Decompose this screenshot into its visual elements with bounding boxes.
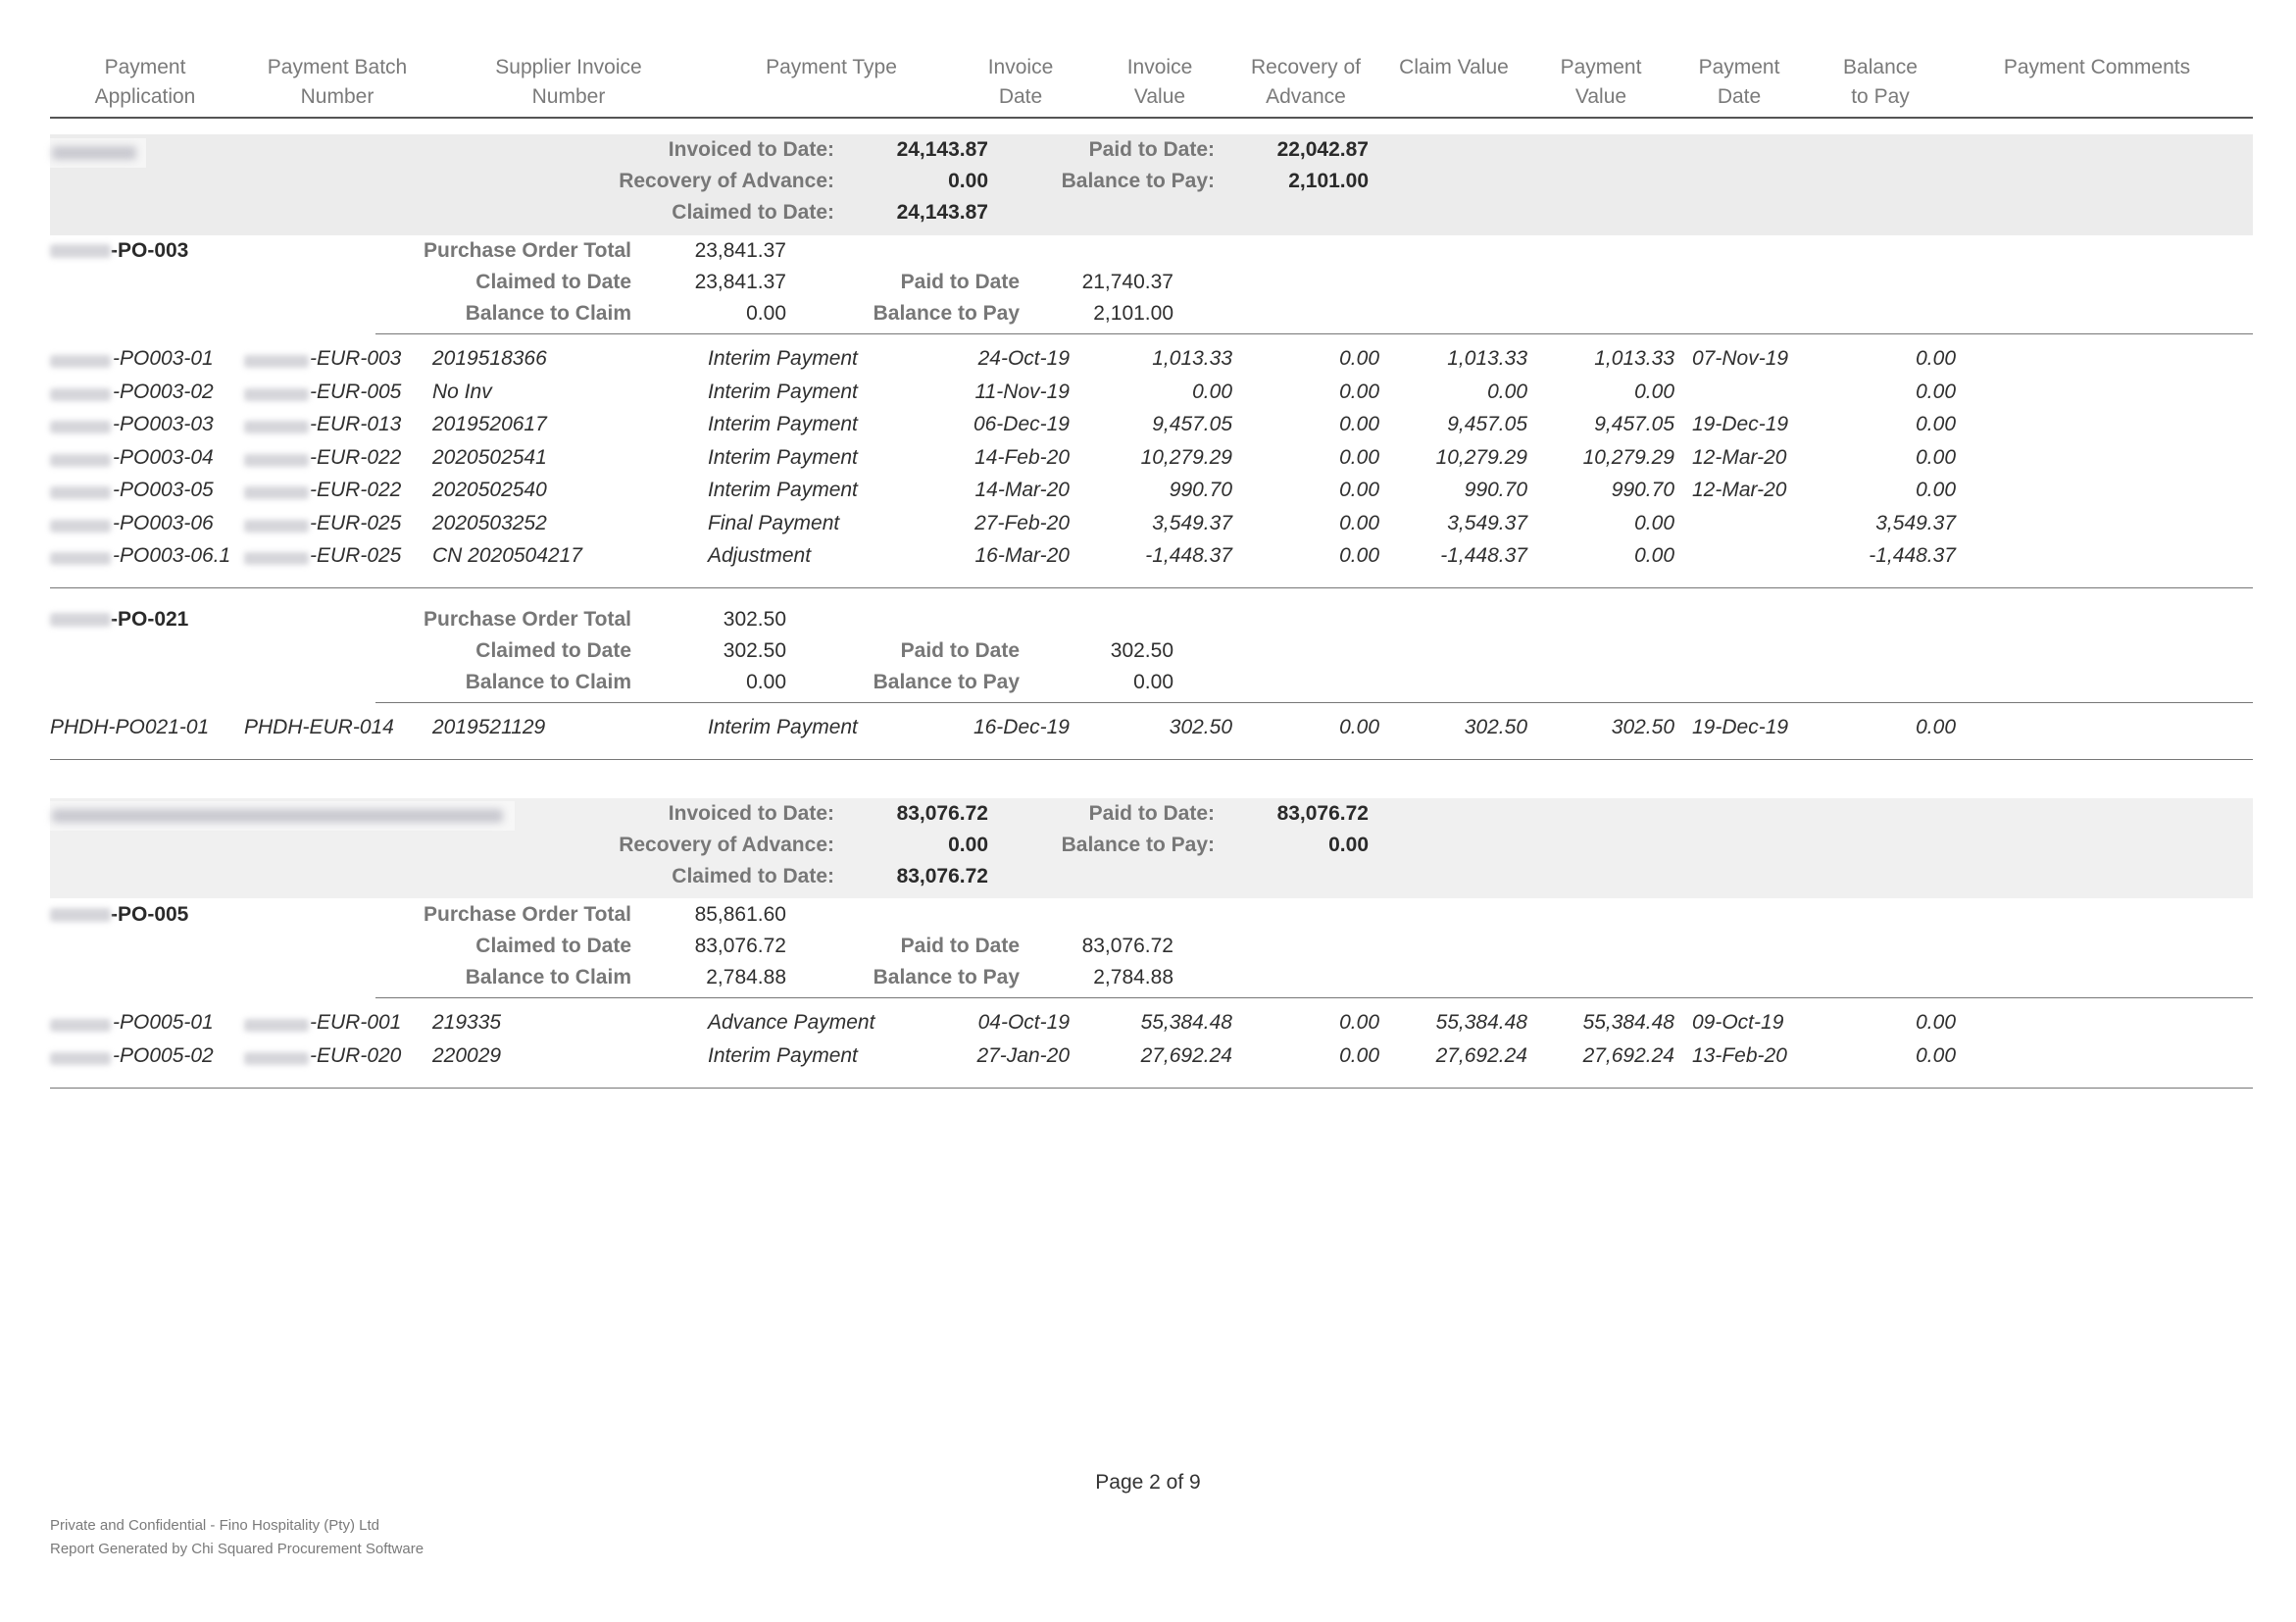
- cell-pval: 0.00: [1634, 511, 1674, 534]
- purchase-order-total-value: 85,861.60: [694, 903, 786, 926]
- purchase-order-total-label: Purchase Order Total: [423, 608, 631, 631]
- redacted-prefix: [244, 552, 309, 565]
- cell-claim: 302.50: [1464, 716, 1527, 738]
- cell-rec: 0.00: [1339, 1011, 1379, 1034]
- cell-batch: -EUR-022: [310, 479, 402, 501]
- po-prefix-redacted: [50, 613, 111, 627]
- cell-pval: 55,384.48: [1582, 1011, 1674, 1034]
- redacted-prefix: [244, 388, 309, 401]
- cell-ival: -1,448.37: [1145, 544, 1232, 567]
- cell-ival: 9,457.05: [1152, 413, 1232, 435]
- cell-app: -PO003-06: [113, 511, 214, 534]
- cell-claim: 3,549.37: [1447, 511, 1527, 534]
- claimed-to-date-label: Claimed to Date:: [672, 201, 834, 224]
- cell-app: -PO003-02: [113, 380, 214, 403]
- redacted-prefix: [244, 520, 309, 532]
- po-number: -PO-003: [50, 239, 188, 263]
- cell-inv: 2019521129: [432, 716, 546, 738]
- cell-idate: 14-Feb-20: [974, 445, 1070, 469]
- invoiced-to-date-value: 83,076.72: [896, 802, 988, 825]
- cell-bal: 0.00: [1916, 347, 1956, 370]
- cell-batch: -EUR-005: [310, 380, 402, 403]
- cell-idate: 24-Oct-19: [977, 347, 1070, 370]
- recovery-of-advance-label: Recovery of Advance:: [619, 834, 834, 856]
- redacted-prefix: [50, 1019, 111, 1032]
- cell-inv: CN 2020504217: [432, 544, 582, 567]
- cell-pdate: 19-Dec-19: [1692, 716, 1789, 738]
- po-paid-to-date-value: 21,740.37: [1081, 271, 1173, 293]
- cell-claim: 990.70: [1464, 479, 1527, 501]
- cell-batch: -EUR-025: [310, 511, 402, 534]
- cell-inv: 2019518366: [432, 347, 547, 370]
- column-header: Payment Batch Number: [267, 56, 408, 108]
- cell-app: -PO005-01: [113, 1011, 214, 1034]
- cell-app: PHDH-PO021-01: [50, 716, 210, 738]
- cell-type: Interim Payment: [708, 347, 858, 370]
- claimed-to-date-label: Claimed to Date:: [672, 865, 834, 887]
- cell-rec: 0.00: [1339, 413, 1379, 435]
- column-header: Payment Application: [94, 56, 196, 108]
- redacted-prefix: [50, 520, 111, 532]
- cell-batch: -EUR-022: [310, 445, 402, 469]
- recovery-of-advance-value: 0.00: [948, 834, 988, 856]
- po-claimed-to-date-label: Claimed to Date: [475, 935, 631, 957]
- cell-type: Interim Payment: [708, 380, 858, 403]
- po-divider: [375, 702, 2253, 703]
- cell-bal: 0.00: [1916, 1011, 1956, 1034]
- column-header: Payment Comments: [2003, 56, 2191, 78]
- cell-type: Interim Payment: [708, 479, 858, 501]
- invoiced-to-date-label: Invoiced to Date:: [668, 138, 834, 161]
- po-balance-to-claim-value: 2,784.88: [706, 966, 786, 988]
- cell-inv: 2019520617: [432, 413, 547, 435]
- cell-idate: 16-Dec-19: [973, 716, 1070, 738]
- redacted-prefix: [50, 486, 111, 499]
- cell-type: Interim Payment: [708, 413, 858, 435]
- cell-idate: 27-Jan-20: [976, 1043, 1070, 1067]
- cell-app: -PO003-01: [113, 347, 214, 370]
- redacted-prefix: [244, 454, 309, 467]
- cell-ival: 10,279.29: [1140, 445, 1232, 469]
- cell-batch: -EUR-025: [310, 544, 402, 567]
- cell-app: -PO003-06.1: [113, 544, 231, 567]
- po-paid-to-date-value: 83,076.72: [1081, 935, 1173, 957]
- po-balance-to-pay-value: 2,101.00: [1093, 302, 1173, 325]
- po-claimed-to-date-value: 23,841.37: [694, 271, 786, 293]
- redacted-prefix: [50, 388, 111, 401]
- cell-inv: 2020502540: [432, 479, 547, 501]
- column-header: Payment Type: [766, 56, 897, 78]
- cell-inv: 219335: [432, 1011, 502, 1034]
- column-header: Supplier Invoice Number: [495, 56, 642, 108]
- cell-pval: 0.00: [1634, 544, 1674, 567]
- purchase-order-total-value: 23,841.37: [694, 239, 786, 262]
- cell-claim: 55,384.48: [1435, 1011, 1527, 1034]
- po-balance-to-pay-value: 2,784.88: [1093, 966, 1173, 988]
- supplier-name-redacted: [50, 138, 146, 168]
- cell-bal: 0.00: [1916, 1043, 1956, 1067]
- cell-idate: 14-Mar-20: [974, 479, 1070, 501]
- po-paid-to-date-label: Paid to Date: [900, 639, 1020, 662]
- cell-idate: 27-Feb-20: [974, 511, 1070, 534]
- cell-bal: 0.00: [1916, 479, 1956, 501]
- cell-claim: 27,692.24: [1435, 1043, 1527, 1067]
- purchase-order-total-value: 302.50: [723, 608, 786, 631]
- cell-bal: 0.00: [1916, 716, 1956, 738]
- cell-pval: 27,692.24: [1582, 1043, 1674, 1067]
- recovery-of-advance-label: Recovery of Advance:: [619, 170, 834, 192]
- po-number: -PO-021: [50, 608, 188, 632]
- cell-rec: 0.00: [1339, 445, 1379, 469]
- cell-pval: 10,279.29: [1582, 445, 1674, 469]
- po-prefix-redacted: [50, 908, 111, 922]
- column-header: Claim Value: [1399, 56, 1509, 78]
- cell-pval: 990.70: [1611, 479, 1674, 501]
- po-balance-to-claim-label: Balance to Claim: [465, 671, 631, 693]
- redacted-prefix: [50, 552, 111, 565]
- cell-batch: -EUR-001: [310, 1011, 402, 1034]
- cell-bal: 0.00: [1916, 445, 1956, 469]
- invoiced-to-date-value: 24,143.87: [896, 138, 988, 161]
- po-balance-to-claim-label: Balance to Claim: [465, 966, 631, 988]
- cell-ival: 55,384.48: [1140, 1011, 1232, 1034]
- cell-claim: 1,013.33: [1447, 347, 1527, 370]
- cell-claim: -1,448.37: [1440, 544, 1527, 567]
- cell-rec: 0.00: [1339, 544, 1379, 567]
- po-balance-to-pay-label: Balance to Pay: [873, 966, 1020, 988]
- column-header: Invoice Value: [1126, 56, 1193, 108]
- cell-type: Interim Payment: [708, 445, 858, 469]
- claimed-to-date-value: 24,143.87: [896, 201, 988, 224]
- cell-ival: 0.00: [1192, 380, 1232, 403]
- cell-inv: 2020503252: [432, 511, 547, 534]
- cell-idate: 06-Dec-19: [973, 413, 1070, 435]
- cell-type: Adjustment: [708, 544, 812, 567]
- redacted-prefix: [244, 421, 309, 433]
- cell-batch: PHDH-EUR-014: [244, 716, 394, 738]
- balance-to-pay-value: 0.00: [1328, 834, 1369, 856]
- page-number: Page 2 of 9: [1095, 1471, 1201, 1494]
- po-balance-to-pay-label: Balance to Pay: [873, 302, 1020, 325]
- cell-ival: 990.70: [1169, 479, 1232, 501]
- cell-pdate: 12-Mar-20: [1692, 445, 1787, 469]
- balance-to-pay-label: Balance to Pay:: [1061, 834, 1215, 856]
- section-divider: [50, 759, 2253, 760]
- claimed-to-date-value: 83,076.72: [896, 865, 988, 887]
- redacted-prefix: [244, 486, 309, 499]
- cell-idate: 16-Mar-20: [974, 544, 1070, 567]
- po-balance-to-claim-value: 0.00: [746, 302, 786, 325]
- cell-batch: -EUR-003: [310, 347, 402, 370]
- cell-pdate: 12-Mar-20: [1692, 479, 1787, 501]
- cell-batch: -EUR-013: [310, 413, 402, 435]
- footer-confidential: Private and Confidential - Fino Hospitality (Pty) Ltd: [50, 1517, 379, 1534]
- purchase-order-total-label: Purchase Order Total: [423, 239, 631, 262]
- cell-rec: 0.00: [1339, 380, 1379, 403]
- cell-ival: 1,013.33: [1152, 347, 1232, 370]
- cell-rec: 0.00: [1339, 511, 1379, 534]
- balance-to-pay-label: Balance to Pay:: [1061, 170, 1215, 192]
- cell-bal: 0.00: [1916, 413, 1956, 435]
- cell-pval: 0.00: [1634, 380, 1674, 403]
- po-number: -PO-005: [50, 903, 188, 927]
- section-divider: [50, 587, 2253, 588]
- po-divider: [375, 997, 2253, 998]
- redacted-prefix: [244, 355, 309, 368]
- cell-bal: 0.00: [1916, 380, 1956, 403]
- cell-pval: 9,457.05: [1594, 413, 1674, 435]
- redacted-prefix: [50, 421, 111, 433]
- invoiced-to-date-label: Invoiced to Date:: [668, 802, 834, 825]
- cell-batch: -EUR-020: [310, 1043, 402, 1067]
- paid-to-date-value: 83,076.72: [1276, 802, 1369, 825]
- cell-app: -PO005-02: [113, 1043, 214, 1067]
- po-paid-to-date-label: Paid to Date: [900, 271, 1020, 293]
- cell-rec: 0.00: [1339, 347, 1379, 370]
- paid-to-date-label: Paid to Date:: [1088, 802, 1215, 825]
- po-paid-to-date-value: 302.50: [1110, 639, 1173, 662]
- cell-rec: 0.00: [1339, 1043, 1379, 1067]
- cell-inv: 220029: [432, 1043, 502, 1067]
- cell-claim: 9,457.05: [1447, 413, 1527, 435]
- cell-bal: 3,549.37: [1875, 511, 1956, 534]
- cell-idate: 04-Oct-19: [977, 1011, 1070, 1034]
- cell-type: Advance Payment: [708, 1011, 875, 1034]
- redacted-prefix: [244, 1019, 309, 1032]
- cell-bal: -1,448.37: [1869, 544, 1956, 567]
- cell-ival: 27,692.24: [1140, 1043, 1232, 1067]
- po-claimed-to-date-label: Claimed to Date: [475, 639, 631, 662]
- po-paid-to-date-label: Paid to Date: [900, 935, 1020, 957]
- po-balance-to-pay-label: Balance to Pay: [873, 671, 1020, 693]
- cell-rec: 0.00: [1339, 716, 1379, 738]
- redacted-prefix: [50, 355, 111, 368]
- cell-pdate: 07-Nov-19: [1692, 347, 1789, 370]
- po-prefix-redacted: [50, 244, 111, 258]
- cell-inv: 2020502541: [432, 445, 547, 469]
- po-claimed-to-date-label: Claimed to Date: [475, 271, 631, 293]
- redacted-prefix: [50, 454, 111, 467]
- cell-ival: 302.50: [1169, 716, 1232, 738]
- column-header: Payment Date: [1698, 56, 1780, 108]
- cell-idate: 11-Nov-19: [974, 380, 1070, 403]
- column-header: Payment Value: [1560, 56, 1642, 108]
- cell-rec: 0.00: [1339, 479, 1379, 501]
- cell-type: Interim Payment: [708, 1043, 858, 1067]
- footer-generated-by: Report Generated by Chi Squared Procurement Software: [50, 1541, 424, 1557]
- cell-pval: 302.50: [1611, 716, 1674, 738]
- section-divider: [50, 1088, 2253, 1089]
- cell-claim: 0.00: [1487, 380, 1527, 403]
- po-divider: [375, 333, 2253, 334]
- cell-inv: No Inv: [432, 380, 492, 403]
- po-balance-to-claim-label: Balance to Claim: [465, 302, 631, 325]
- po-claimed-to-date-value: 302.50: [723, 639, 786, 662]
- supplier-name-redacted: [50, 801, 515, 831]
- redacted-prefix: [244, 1052, 309, 1065]
- cell-type: Interim Payment: [708, 716, 858, 738]
- cell-type: Final Payment: [708, 511, 840, 534]
- cell-pdate: 19-Dec-19: [1692, 413, 1789, 435]
- column-header: Recovery of Advance: [1250, 56, 1362, 108]
- column-header: Invoice Date: [987, 56, 1054, 108]
- header-divider: [50, 117, 2253, 119]
- redacted-prefix: [50, 1052, 111, 1065]
- cell-claim: 10,279.29: [1435, 445, 1527, 469]
- balance-to-pay-value: 2,101.00: [1288, 170, 1369, 192]
- cell-app: -PO003-03: [113, 413, 214, 435]
- po-claimed-to-date-value: 83,076.72: [694, 935, 786, 957]
- cell-pdate: 09-Oct-19: [1692, 1011, 1784, 1034]
- paid-to-date-label: Paid to Date:: [1088, 138, 1215, 161]
- cell-pval: 1,013.33: [1594, 347, 1674, 370]
- column-header: Balance to Pay: [1843, 56, 1918, 108]
- recovery-of-advance-value: 0.00: [948, 170, 988, 192]
- cell-ival: 3,549.37: [1152, 511, 1232, 534]
- cell-app: -PO003-04: [113, 445, 214, 469]
- po-balance-to-claim-value: 0.00: [746, 671, 786, 693]
- cell-app: -PO003-05: [113, 479, 214, 501]
- purchase-order-total-label: Purchase Order Total: [423, 903, 631, 926]
- po-balance-to-pay-value: 0.00: [1133, 671, 1173, 693]
- paid-to-date-value: 22,042.87: [1276, 138, 1369, 161]
- cell-pdate: 13-Feb-20: [1692, 1043, 1787, 1067]
